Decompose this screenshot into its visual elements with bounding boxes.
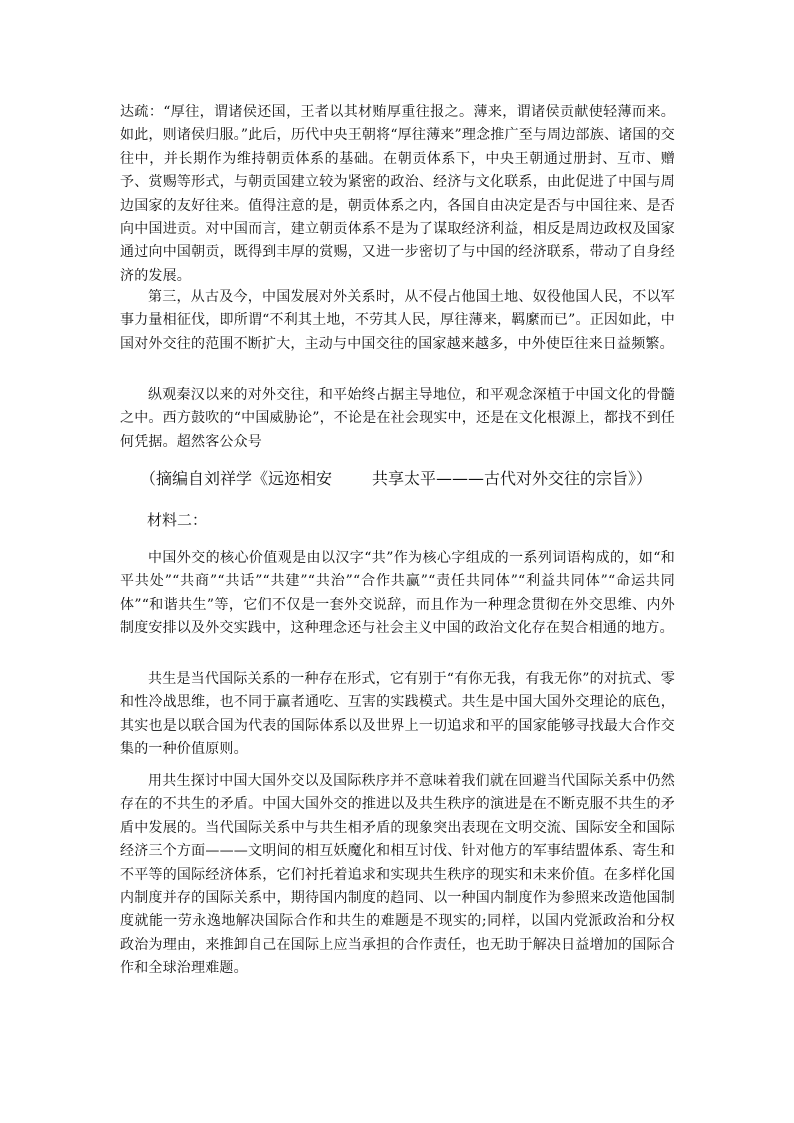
paragraph-tribute-system: 达疏：“厚往，谓诸侯还国，王者以其材贿厚重往报之。薄来，谓诸侯贡献使轻薄而来。如此，则诸侯归服。”此后，历代中央王朝将“厚往薄来”理念推广至与周边部族、诸国的交往中，并长期作为维持朝贡体系的基础。在朝贡体系下，中央王朝通过册封、互市、赠予、赏赐等形式，与朝贡国建立较为紧密的政治、经济与文化联系，由此促进了中国与周边国家的友好往来。值得注意的是，朝贡体系之内，各国自由决定是否与中国往来、是否向中国进贡。对中国而言，建立朝贡体系不是为了谋取经济利益，相反是周边政权及国家通过向中国朝贡，既得到丰厚的赏赐，又进一步密切了与中国的经济联系，带动了自身经济的发展。: [120, 104, 675, 284]
paragraph-conclusion: 纵观秦汉以来的对外交往，和平始终占据主导地位，和平观念深植于中国文化的骨髓之中。西方鼓吹的“中国威胁论”，不论是在社会现实中，还是在文化根源上，都找不到任何凭据。超然客公众号: [120, 387, 675, 450]
paragraph-symbiosis: 共生是当代国际关系的一种存在形式，它有别于“有你无我，有我无你”的对抗式、零和性冷战思维，也不同于赢者通吃、互害的实践模式。共生是中国大国外交理论的底色，其实也是以联合国为代表的国际体系以及世界上一切追求和平的国家能够寻找最大合作交集的一种价值原则。: [120, 671, 675, 758]
material-two-label: 材料二：: [147, 511, 208, 529]
citation-part-1: （摘编自刘祥学《远迩相安: [140, 469, 333, 488]
citation-part-2: 共享太平———古代对外交往的宗旨》）: [372, 469, 653, 488]
source-citation: [140, 467, 700, 491]
paragraph-core-values: 中国外交的核心价值观是由以汉字“共”作为核心字组成的一系列词语构成的，如“和平共处”“共商”“共话”“共建”“共治”“合作共赢”“责任共同体”“利益共同体”“命运共同体”“和谐共生”等，它们不仅是一套外交说辞，而且作为一种理念贯彻在外交思维、内外制度安排以及外交实践中，这种理念还与社会主义中国的政治文化存在契合相通的地方。: [120, 550, 675, 637]
paragraph-international-order: 用共生探讨中国大国外交以及国际秩序并不意味着我们就在回避当代国际关系中仍然存在的不共生的矛盾。中国大国外交的推进以及共生秩序的演进是在不断克服不共生的矛盾中发展的。当代国际关系中与共生相矛盾的现象突出表现在文明交流、国际安全和国际经济三个方面———文明间的相互妖魔化和相互讨伐、针对他方的军事结盟体系、寄生和不平等的国际经济体系，它们衬托着追求和实现共生秩序的现实和未来价值。在多样化国内制度并存的国际关系中，期待国内制度的趋同、以一种国内制度作为参照来改造他国制度就能一劳永逸地解决国际合作和共生的难题是不现实的;同样，以国内党派政治和分权政治为理由，来推卸自己在国际上应当承担的合作责任，也无助于解决日益增加的国际合作和全球治理难题。: [120, 773, 675, 977]
paragraph-third-point: 第三，从古及今，中国发展对外关系时，从不侵占他国土地、奴役他国人民，不以军事力量相征伐，即所谓“不利其土地，不劳其人民，厚往薄来，羁縻而已”。正因如此，中国对外交往的范围不断扩大，主动与中国交往的国家越来越多，中外使臣往来日益频繁。: [120, 289, 675, 352]
